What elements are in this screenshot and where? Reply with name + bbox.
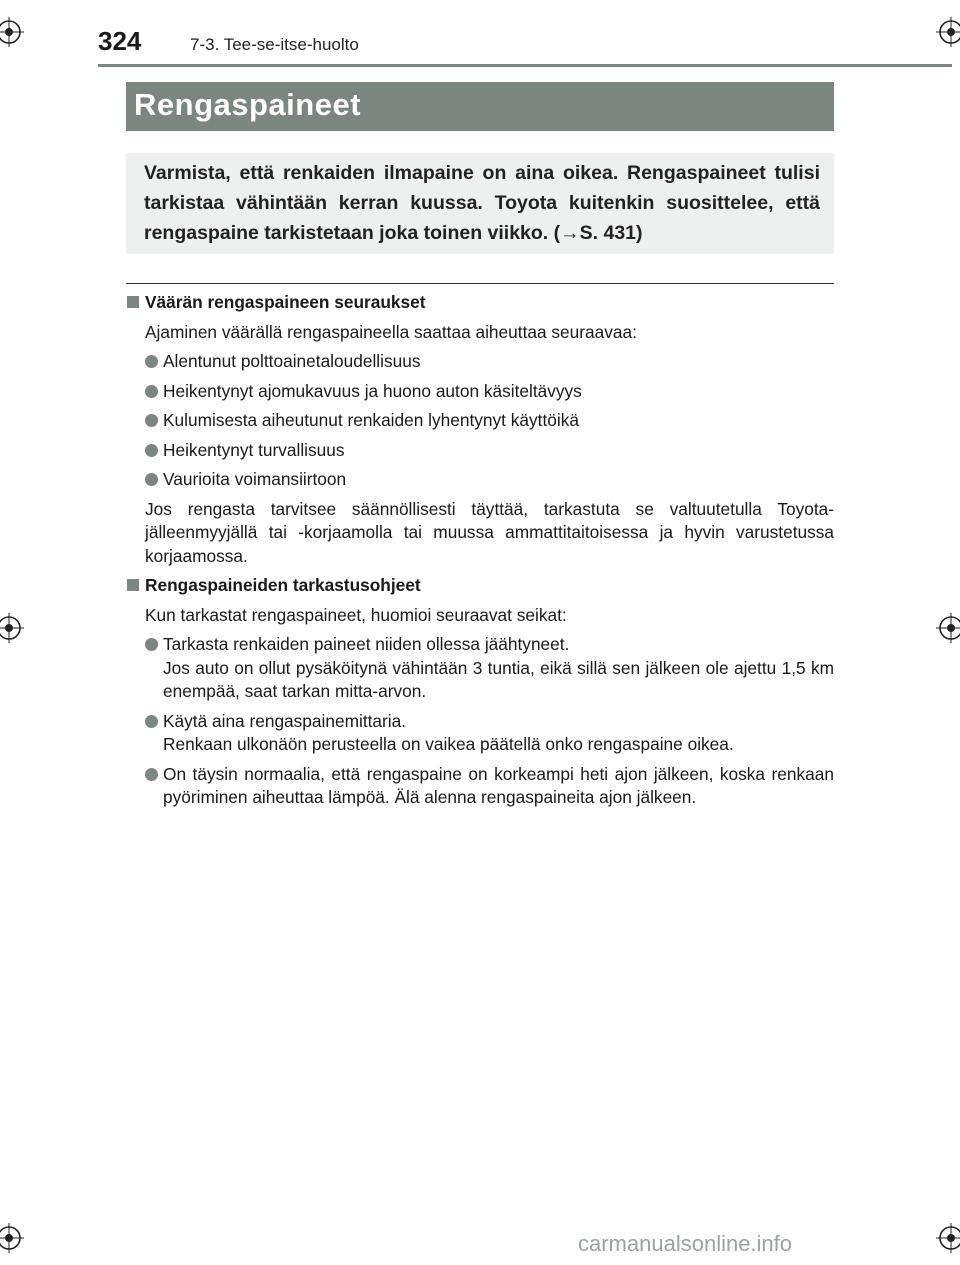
round-bullet-icon <box>145 385 158 398</box>
watermark: carmanualsonline.info <box>578 1231 793 1256</box>
list-item: On täysin normaalia, että rengaspaine on korkeampi heti ajon jälkeen, koska renkaan pyöriminen aiheuttaa lämpöä. Älä alenna rengaspaineita ajon jälkeen. <box>126 763 834 810</box>
round-bullet-icon <box>145 473 158 486</box>
square-bullet-icon <box>127 296 139 308</box>
registration-mark-top-right-icon <box>936 17 960 47</box>
round-bullet-icon <box>145 444 158 457</box>
round-bullet-icon <box>145 414 158 427</box>
title-bar <box>126 82 834 131</box>
list-item: Käytä aina rengaspainemittaria. Renkaan ulkonäön perusteella on vaikea päätellä onko rengaspaine oikea. <box>126 710 834 757</box>
section-lead-text: Kun tarkastat rengaspaineet, huomioi seuraavat seikat: <box>145 604 567 625</box>
square-bullet-icon <box>127 579 139 591</box>
section-lead-text: Ajaminen väärällä rengaspaineella saattaa aiheuttaa seuraavaa: <box>145 321 637 342</box>
list-item: Kulumisesta aiheutunut renkaiden lyhentynyt käyttöikä <box>126 409 834 433</box>
list-item: Alentunut polttoainetaloudellisuus <box>126 350 834 374</box>
registration-mark-top-left-icon <box>0 17 24 47</box>
round-bullet-icon <box>145 715 158 728</box>
section-divider <box>126 283 834 284</box>
intro-text: Varmista, että renkaiden ilmapaine on aina oikea. Rengaspaineet tulisi tarkistaa vähintään kerran kuussa. Toyota kuitenkin suosittelee, että rengaspaine tarkistetaan joka toinen viikko. (→S. 431) <box>144 162 820 244</box>
chapter-heading: 7-3. Tee-se-itse-huolto <box>190 35 359 54</box>
main-content <box>126 291 834 810</box>
section-heading-check-instructions: Rengaspaineiden tarkastusohjeet <box>126 574 834 598</box>
list-item: Heikentynyt ajomukavuus ja huono auton käsiteltävyys <box>126 380 834 404</box>
round-bullet-icon <box>145 355 158 368</box>
list-item: Heikentynyt turvallisuus <box>126 439 834 463</box>
list-item: Tarkasta renkaiden paineet niiden ollessa jäähtyneet. Jos auto on ollut pysäköitynä vähintään 3 tuntia, eikä sillä sen jälkeen ole ajettu 1,5 km enempää, saat tarkan mitta-arvon. <box>126 633 834 704</box>
list-item: Vaurioita voimansiirtoon <box>126 468 834 492</box>
round-bullet-icon <box>145 638 158 651</box>
registration-mark-bottom-right-icon <box>936 1223 960 1253</box>
page-number: 324 <box>98 26 142 56</box>
page-title: Rengaspaineet <box>134 87 362 122</box>
registration-mark-mid-right-icon <box>936 613 960 643</box>
header-divider <box>98 64 952 67</box>
section-heading-consequences: Väärän rengaspaineen seuraukset <box>126 291 834 315</box>
registration-mark-mid-left-icon <box>0 613 24 643</box>
service-note: Jos rengasta tarvitsee säännöllisesti täyttää, tarkastuta se valtuutetulla Toyota-jälleenmyyjällä tai -korjaamolla tai muussa ammattitaitoisessa ja hyvin varustetussa korjaamossa. <box>145 498 834 566</box>
registration-mark-bottom-left-icon <box>0 1223 24 1253</box>
round-bullet-icon <box>145 768 158 781</box>
intro-box <box>126 153 834 254</box>
